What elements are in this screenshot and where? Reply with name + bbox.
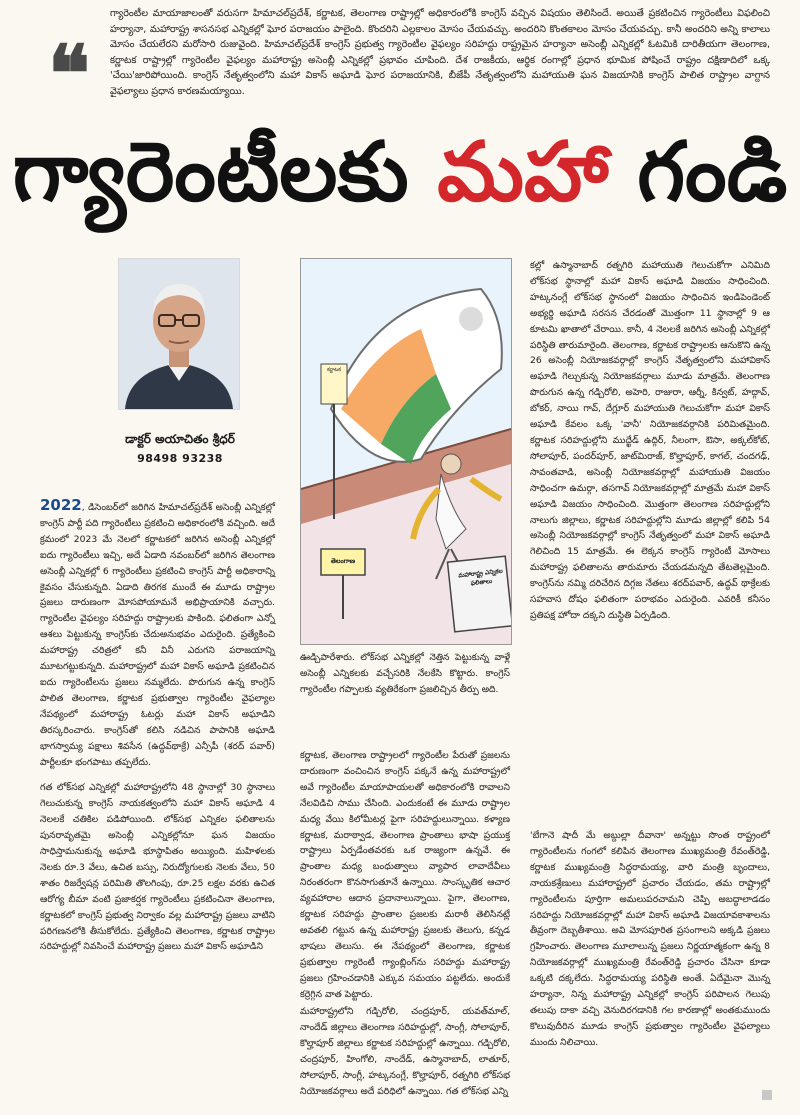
col3-paragraph-2: 'బేగానె షాదీ మే అబ్దుల్లా దీవానా' అన్నట్టు సొంత రాష్ట్రంలో గ్యారెంటీలను గంగలో కలిపిన తెలంగాణ ముఖ్యమంత్రి రేవంత్‌రెడ్డి, కర్ణాటక ముఖ్యమంత్రి సిద్ధరామయ్య, వారి మంత్రి బృందాలు, నాయకశ్రేణులు మహారాష్ట్రలో ప్రచారం చేయడం, తమ రాష్ట్రాల్లో గ్యారెంటీలను పూర్తిగా అమలుపరచామని చెప్పి అబద్ధాలాడడం సరిహద్దు నియోజకవర్గాల్లో మహా వికాస్ అఘాడి విజయావకాశాలను తీవ్రంగా దెబ్బతీశాయి. అవి మోసపూరిత ప్రసంగాలని అక్కడి ప్రజలు గ్రహించారు. తెలంగాణ మూలాలున్న ప్రజలు నిర్ణయాత్మకంగా ఉన్న 8 నియోజకవర్గాల్లో ముఖ్యమంత్రి రేవంత్‌రెడ్డి ప్రచారం చేసినా కూడా ఒక్కటి దక్కలేదు. సిద్ధరామయ్య పరిస్థితి అంతే. ఏదేమైనా మొన్న హర్యానా, నిన్న మహారాష్ట్ర ఎన్నికల్లో కాంగ్రెస్ పరిపాలన గెలుపు తలుపు దాకా వచ్చి వెనుదిరగడానికి గల కారణాల్లో అంతకుముందు కొలువుదీరిన మూడు కాంగ్రెస్ ప్రభుత్వాల గ్యారెంటీల వైఫల్యాలు ముందు నిలిచాయి. [530, 830, 770, 1048]
col2-paragraph-1: ఊడ్చిపారేశారు. లోక్‌సభ ఎన్నికల్లో నెత్తిన పెట్టుకున్న వాళ్లే అసెంబ్లీ ఎన్నికలకు వచ్చేసరికి నేలకేసి కొట్టారు. కాంగ్రెస్ గ్యారెంటీల గప్పాలకు వ్యతిరేకంగా ప్రజలిచ్చిన తీర్పు అది. [300, 652, 510, 695]
cartoon-side-label: కర్ణాటక [327, 367, 341, 373]
author-portrait-icon [119, 259, 239, 409]
col1-paragraph-1 [40, 498, 275, 770]
col3-paragraph-1: కల్లో ఉస్మానాబాద్ రత్నగిరి మహాయుతి గెలుచుకోగా ఎనిమిది లోక్‌సభ స్థానాల్లో మహా వికాస్ అఘాడి విజయం సాధించింది. హట్కనంగ్లే లోక్‌సభ స్థానంలో విజయం సాధించిన ఇండిపెండెంట్ అభ్యర్థి అఘాడి సరసన చేరడంతో మొత్తంగా 11 స్థానాల్లో 9 ఆ కూటమి ఖాతాలో చేరాయి. కానీ, 4 నెలలకే జరిగిన అసెంబ్లీ ఎన్నికల్లో పరిస్థితి తారుమారైంది. తెలంగాణ, కర్ణాటక రాష్ట్రాలకు ఆనుకొని ఉన్న 26 అసెంబ్లీ నియోజకవర్గాల్లో కాంగ్రెస్ నేతృత్వంలోని మహావికాస్ అఘాడి గెల్చుకున్న నియోజకవర్గాలు మూడు మాత్రమే. తెలంగాణ పొరుగున ఉన్న గడ్చిరోలి, అహెరి, రాజురా, ఆర్నీ, కిన్వట్, హద్గావ్, బోకర్, నాయి గావ్, దేగ్లూర్ మహాయుతి గెలుచుకోగా మహా వికాస్ అఘాడి కేవలం ఒక్క 'వానీ' నియోజకవర్గానికి పరిమితమైంది. కర్ణాటక సరిహద్దుల్లోని ముద్ఖేడ్ ఉద్గిర్, నీలంగా, ఔసా, అక్కల్‌కోట్, సోలాపూర్, పందర్‌పూర్, జాట్‌మిరాజ్, కొల్హాపూర్, కాగల్, చందగఢ్, సావంతవాడి, అసెంబ్లీ నియోజకవర్గాల్లో మహాయుతి విజయం సాధించగా ఉమర్గా, తసగావ్ నియోజకవర్గాల్లో మాత్రమే మహా వికాస్ అఘాడి విజయం సాధించింది. మొత్తంగా తెలంగాణ సరిహద్దుల్లోని నాలుగు జిల్లాలు, కర్ణాటక సరిహద్దుల్లోని మూడు జిల్లాల్లో కలిపి 54 అసెంబ్లీ నియోజకవర్గాల్లో కాంగ్రెస్ నేతృత్వంలో మహా వికాస్ అఘాడి గెలిచింది 15 మాత్రమే. ఈ లెక్కన కాంగ్రెస్ గ్యారెంటీ మోసాలు మహారాష్ట్ర ఫలితాలను తారుమారు చేయడమన్నది తేటతెల్లమైంది. కాంగ్రెస్‌ను నమ్మి దరిచేరిన దిగ్గజ నేతలు శరద్‌పవార్, ఉద్ధవ్ థాక్రేలకు సహవాస దోషం ఫలితంగా పరాభవం ఎదురైంది. ఎవరికీ కనీసం ప్రతిపక్ష హోదా దక్కని దుస్థితి ఏర్పడింది. [530, 260, 770, 621]
headline [0, 118, 800, 228]
cartoon-sign-label: తెలంగాణ [330, 557, 356, 565]
cartoon-paper-label: మహారాష్ట్ర ఎన్నికల ఫలితాలు [457, 567, 504, 588]
headline-part-3: గండి [637, 125, 788, 220]
author-photo [118, 258, 240, 410]
col2-paragraph-3: మహారాష్ట్రలోని గడ్చిరోలి, చంద్రపూర్, యవత్‌మాల్, నాందేడ్ జిల్లాలు తెలంగాణ సరిహద్దుల్లో, సాంగ్లీ, సోలాపూర్, కొల్హాపూర్ జిల్లాలు కర్ణాటక సరిహద్దుల్లో ఉన్నాయి. గడ్చిరోలి, చంద్రపూర్, హింగోలి, నాందేడ్, ఉస్మానాబాద్, లాతూర్, సోలాపూర్, సాంగ్లీ, హట్కనంగ్లే, కొల్హాపూర్, రత్నగిరి లోక్‌సభ నియోజకవర్గాలు అదే పరిధిలో ఉన్నాయి. గత లోక్‌సభ ఎన్ని [300, 1006, 510, 1097]
page-corner-mark [762, 1090, 772, 1100]
column-1 [40, 498, 275, 965]
quote-mark: ❝ [48, 29, 84, 120]
headline-part-1: గ్యారెంటీలకు [12, 125, 409, 220]
cartoon-illustration [300, 258, 512, 645]
headline-part-2: మహా [437, 125, 609, 220]
author-phone: 98498 93238 [137, 452, 223, 465]
author-name: డాక్టర్ అయాచితం శ్రీధర్ [125, 432, 235, 446]
lead-year: 2022 [40, 496, 82, 514]
col1-paragraph-2: గత లోక్‌సభ ఎన్నికల్లో మహారాష్ట్రలోని 48 స్థానాల్లో 30 స్థానాలు గెలుచుకున్న కాంగ్రెస్ నాయకత్వంలోని మహా వికాస్ అఘాడి 4 నెలలకే చతికిల పడిపోయింది. లోక్‌సభ ఎన్నికల ఫలితాలను పునరావృతమై అసెంబ్లీ ఎన్నికల్లోనూ ఘన విజయం సాధిస్తామనుకున్న అఘాడి భూస్థాపితం అయ్యింది. మహిళలకు నెలకు రూ.3 వేలు, ఉచిత బస్సు, నిరుద్యోగులకు నెలకు వేలు, 50 శాతం రిజర్వేషన్ల పరిమితి తొలగింపు, రూ.25 లక్షల వరకు ఉచిత ఆరోగ్య బీమా వంటి ప్రజాకర్షక గ్యారెంటీలు ప్రకటించినా తెలంగాణ, కర్ణాటకలో కాంగ్రెస్ ప్రభుత్వ నిర్వాకం వల్ల మహారాష్ట్ర ప్రజలు వాటిని పరిగణనలోకి తీసుకోలేదు. ప్రత్యేకించి తెలంగాణ, కర్ణాటక రాష్ట్రాల సరిహద్దుల్లో నివసించే మహారాష్ట్ర ప్రజలు మహా వికాస్ అఘాడిని [40, 782, 275, 953]
intro-paragraph: గ్యారెంటీల మాయాజాలంతో వరుసగా హిమాచల్‌ప్రదేశ్, కర్ణాటక, తెలంగాణ రాష్ట్రాల్లో అధికారంలోకి కాంగ్రెస్ వచ్చిన విషయం తెలిసిందే. అయితే ప్రకటించిన గ్యారెంటీలు విఫలించి హర్యానా, మహారాష్ట్ర శాసనసభ ఎన్నికల్లో ఘోర పరాజయం పాలైంది. కొందరిని ఎల్లకాలం మోసం చేయవచ్చు. అందరిని కొంతకాలం మోసం చేయవచ్చు. కానీ అందరిని అన్ని కాలాలు మోసం చేయలేరని మరోసారి రుజువైంది. హిమాచల్‌ప్రదేశ్ కాంగ్రెస్ ప్రభుత్వ గ్యారెంటీల వైఫల్యం సరిహద్దు రాష్ట్రమైన హర్యానా అసెంబ్లీ ఎన్నికల్లో ఓటమికి దారితీయగా తెలంగాణ, కర్ణాటక రాష్ట్రాల్లో గ్యారెంటీల వైఫల్యం మహారాష్ట్ర అసెంబ్లీ ఎన్నికల్లో ప్రభావం చూపింది. దేశ రాజకీయ, ఆర్థిక రంగాల్లో ప్రధాన భూమిక పోషించే రాష్ట్రం దక్షిణాదిలో ఒక్క 'చేయి'జారిపోయింది. కాంగ్రెస్ నేతృత్వంలోని మహా వికాస్ అఘాడి ఘోర పరాజయానికి, బీజేపీ నేతృత్వంలోని మహాయుతి ఘన విజయానికి కాంగ్రెస్ పాలిత రాష్ట్రాల వాగ్దాన వైఫల్యాలు ప్రధాన కారణమయ్యాయి. [110, 8, 770, 97]
col1-paragraph-1-text: , డిసెంబర్‌లో జరిగిన హిమాచల్‌ప్రదేశ్ అసెంబ్లీ ఎన్నికల్లో కాంగ్రెస్ పార్టీ పది గ్యారెంటీలు ప్రకటించి అధికారంలోకి వచ్చింది. అదే క్రమంలో 2023 మే నెలలో కర్ణాటకలో జరిగిన అసెంబ్లీ ఎన్నికల్లో ఐదు గ్యారెంటీలు ఇచ్చి, అదే ఏడాది నవంబర్‌లో జరిగిన తెలంగాణ అసెంబ్లీ ఎన్నికల్లో 6 గ్యారెంటీలు ప్రకటించి కాంగ్రెస్ పార్టీ అధికారాన్ని కైవసం చేసుకున్నది. ఏడాది తిరగక ముందే ఈ మూడు రాష్ట్రాల ప్రజలు దారుణంగా మోసపోయామనే అభిప్రాయానికి వచ్చారు. గ్యారెంటీల వైఫల్యం సరిహద్దు రాష్ట్రాలకు పాకింది. ఫలితంగా ఎన్నో ఆశలు పెట్టుకున్న కాంగ్రెస్‌కు చేదుఅనుభవం ఎదురైంది. ప్రత్యేకించి మహారాష్ట్ర చరిత్రలో కనీ వినీ ఎరుగని పరాజయాన్ని మూటగట్టుకున్నది. మహారాష్ట్రలో మహా వికాస్ అఘాడి ప్రకటించిన ఐదు గ్యారెంటీలను ప్రజలు నమ్మలేదు. పొరుగున ఉన్న కాంగ్రెస్ పాలిత తెలంగాణ, కర్ణాటక ప్రభుత్వాల గ్యారెంటీల వైఫల్యాల నేపథ్యంలో మహారాష్ట్ర ఓటర్లు మహా వికాస్ అఘాడిని తిరస్కరించారు. కాంగ్రెస్‌తో కలిసి నడిచిన పాపానికి అఘాడి భాగస్వామ్య పక్షాలు శివసేన (ఉద్ధవ్‌థాక్రే) ఎన్సీపీ (శరద్ పవార్) పార్టీలకూ భంగపాటు తప్పలేదు. [40, 502, 275, 768]
col2-paragraph-2: కర్ణాటక, తెలంగాణ రాష్ట్రాలలో గ్యారెంటీల పేరుతో ప్రజలను దారుణంగా వంచించిన కాంగ్రెస్ పక్కనే ఉన్న మహారాష్ట్రలో అవే గ్యారెంటీల మాయాపాయలతో అధికారంలోకి రావాలని నేలవిడిచి సాము చేసింది. ఎందుకంటే ఈ మూడు రాష్ట్రాల మధ్య వేయి కిలోమీటర్ల పైగా సరిహద్దులున్నాయి. కళ్యాణ కర్ణాటక, మరాఠ్వాడ, తెలంగాణ ప్రాంతాలు భాషా ప్రయుక్త రాష్ట్రాలు ఏర్పడేంతవరకు ఒక రాజ్యంగా ఉన్నవే. ఈ ప్రాంతాల మధ్య బంధుత్వాలు వ్యాపార లావాదేవీలు నిరంతరంగా కొనసాగుతూనే ఉన్నాయి. సాంస్కృతిక ఆచార వ్యవహారాల ఆదాన ప్రదానాలున్నాయి. పైగా, తెలంగాణ, కర్ణాటక సరిహద్దు ప్రాంతాల ప్రజలకు మరాఠీ తెలిసినట్లే అవతలి గట్టున ఉన్న మహారాష్ట్ర ప్రజలకు తెలుగు, కన్నడ భాషలు తెలుసు. ఈ నేపథ్యంలో తెలంగాణ, కర్ణాటక ప్రభుత్వాల గ్యారెంటీ గ్యాంబ్లింగ్‌ను సరిహద్దు మహారాష్ట్ర ప్రజలు గ్రహించడానికి ఎక్కువ సమయం పట్టలేదు. అందుకే కర్రెగ్గిన వాత పెట్టారు. [300, 750, 510, 1000]
